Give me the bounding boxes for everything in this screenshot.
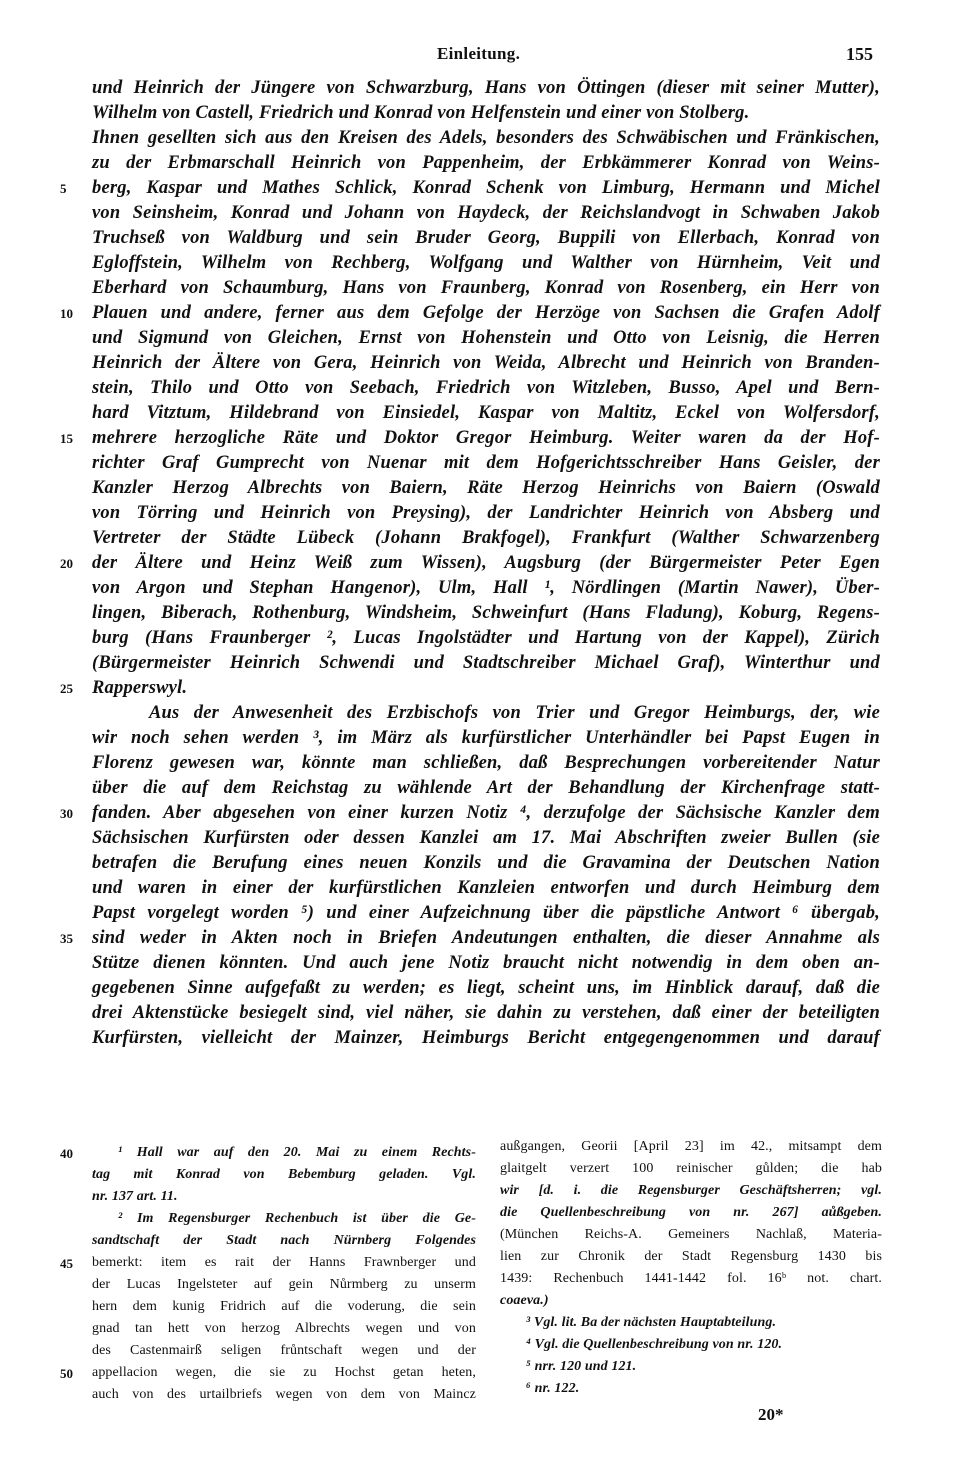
- text-line: Florenz gewesen war, könnte man schließen, daß Besprechungen vorbereitender Natur: [92, 753, 880, 773]
- footnote-line: 1439: Rechenbuch 1441-1442 fol. 16ᵇ not. chart.: [500, 1271, 882, 1286]
- footnote-line: tag mit Konrad von Bebemburg geladen. Vgl.: [92, 1167, 476, 1182]
- text-line: gegebenen Sinne aufgefaßt zu werden; es liegt, scheint uns, im Hinblick darauf, daß die: [92, 978, 880, 998]
- line-number: 45: [60, 1256, 73, 1271]
- footnote-line: lien zur Chronik der Stadt Regensburg 1430 bis: [500, 1249, 882, 1264]
- text-line: Egloffstein, Wilhelm von Rechberg, Wolfgang und Walther von Hürnheim, Veit und: [92, 253, 880, 273]
- text-line: Heinrich der Ältere von Gera, Heinrich von Weida, Albrecht und Heinrich von Branden-: [92, 353, 880, 373]
- footnote-line: appellacion wegen, die sie zu Hochst getan heten,: [92, 1365, 476, 1380]
- text-line: Eberhard von Schaumburg, Hans von Fraunberg, Konrad von Rosenberg, ein Herr von: [92, 278, 880, 298]
- text-line: von Seinsheim, Konrad und Johann von Haydeck, der Reichslandvogt in Schwaben Jakob: [92, 203, 880, 223]
- footnote-line: ¹ Hall war auf den 20. Mai zu einem Rechts-: [118, 1145, 476, 1160]
- text-line: und Heinrich der Jüngere von Schwarzburg, Hans von Öttingen (dieser mit seiner Mutter),: [92, 78, 880, 98]
- text-line: betrafen die Berufung eines neuen Konzils und die Gravamina der Deutschen Nation: [92, 853, 880, 873]
- text-line: wir noch sehen werden ³, im März als kurfürstlicher Unterhändler bei Papst Eugen in: [92, 728, 880, 748]
- text-line: berg, Kaspar und Mathes Schlick, Konrad Schenk von Limburg, Hermann und Michel: [92, 178, 880, 198]
- text-line: von Argon und Stephan Hangenor), Ulm, Hall ¹, Nördlingen (Martin Nawer), Über-: [92, 578, 880, 598]
- text-line: Ihnen gesellten sich aus den Kreisen des Adels, besonders des Schwäbischen und Fränkischen,: [92, 128, 880, 148]
- footnote-line: ² Im Regensburger Rechenbuch ist über die Ge-: [118, 1211, 476, 1226]
- footnote-line: ⁴ Vgl. die Quellenbeschreibung von nr. 120.: [526, 1337, 783, 1352]
- text-line: mehrere herzogliche Räte und Doktor Gregor Heimburg. Weiter waren da der Hof-: [92, 428, 880, 448]
- footnote-line: hern dem kunig Fridrich auf die voderung, die sein: [92, 1299, 476, 1314]
- page-number: 155: [846, 44, 873, 64]
- footnote-line: ⁶ nr. 122.: [526, 1381, 580, 1396]
- footnote-line: des Castenmairß seligen frůntschaft wegen und der: [92, 1343, 476, 1358]
- text-line: Sächsischen Kurfürsten oder dessen Kanzlei am 17. Mai Abschriften zweier Bullen (sie: [92, 828, 880, 848]
- text-line: Plauen und andere, ferner aus dem Gefolge der Herzöge von Sachsen die Grafen Adolf: [92, 303, 880, 323]
- line-number: 15: [60, 431, 73, 446]
- text-line: Wilhelm von Castell, Friedrich und Konrad von Helfenstein und einer von Stolberg.: [92, 103, 750, 123]
- line-number: 50: [60, 1366, 73, 1381]
- footnote-line: gnad tan hett von herzog Albrechts wegen und von: [92, 1321, 476, 1336]
- text-line: fanden. Aber abgesehen von einer kurzen Notiz ⁴, derzufolge der Sächsische Kanzler dem: [92, 803, 880, 823]
- line-number: 40: [60, 1146, 73, 1161]
- text-line: lingen, Biberach, Rothenburg, Windsheim, Schweinfurt (Hans Fladung), Koburg, Regens-: [92, 603, 880, 623]
- text-line: zu der Erbmarschall Heinrich von Pappenheim, der Erbkämmerer Konrad von Weins-: [92, 153, 880, 173]
- text-line: Rapperswyl.: [92, 678, 188, 698]
- footnote-line: ³ Vgl. lit. Ba der nächsten Hauptabteilung.: [526, 1315, 777, 1330]
- footnote-line: sandtschaft der Stadt nach Nürnberg Folgendes: [92, 1233, 476, 1248]
- text-line: (Bürgermeister Heinrich Schwendi und Stadtschreiber Michael Graf), Winterthur und: [92, 653, 880, 673]
- text-line: drei Aktenstücke besiegelt sind, viel näher, sie dahin zu verstehen, daß einer der beteiligten: [92, 1003, 880, 1023]
- line-number: 25: [60, 681, 73, 696]
- text-line: und waren in einer der kurfürstlichen Kanzleien entworfen und durch Heimburg dem: [92, 878, 880, 898]
- line-number: 5: [60, 181, 67, 196]
- footnote-line: coaeva.): [500, 1293, 549, 1308]
- footnote-line: auch von des urtailbriefs wegen von dem von Maincz: [92, 1387, 476, 1402]
- text-line: Truchseß von Waldburg und sein Bruder Georg, Buppili von Ellerbach, Konrad von: [92, 228, 880, 248]
- footnote-line: (München Reichs-A. Gemeiners Nachlaß, Materia-: [500, 1227, 882, 1242]
- running-title: Einleitung.: [437, 44, 521, 63]
- text-line: stein, Thilo und Otto von Seebach, Friedrich von Witzleben, Busso, Apel und Bern-: [92, 378, 880, 398]
- footnote-line: wir [d. i. die Regensburger Geschäftsherren; vgl.: [500, 1183, 882, 1198]
- footnote-line: bemerkt: item es rait der Hanns Frawnberger und: [92, 1255, 476, 1270]
- footnote-line: ⁵ nrr. 120 und 121.: [526, 1359, 637, 1374]
- footnote-line: glaitgelt verzert 100 reinischer gůlden; die hab: [500, 1161, 882, 1176]
- text-line: richter Graf Gumprecht von Nuenar mit dem Hofgerichtsschreiber Hans Geisler, der: [92, 453, 880, 473]
- footnote-line: die Quellenbeschreibung von nr. 267] aůßgeben.: [500, 1205, 882, 1220]
- line-number: 30: [60, 806, 73, 821]
- text-line: hard Vitztum, Hildebrand von Einsiedel, Kaspar von Maltitz, Eckel von Wolfersdorf,: [92, 403, 880, 423]
- text-line: burg (Hans Fraunberger ², Lucas Ingolstädter und Hartung von der Kappel), Zürich: [92, 628, 880, 648]
- text-line: der Ältere und Heinz Weiß zum Wissen), Augsburg (der Bürgermeister Peter Egen: [92, 553, 880, 573]
- footnote-line: nr. 137 art. 11.: [92, 1189, 178, 1204]
- footnote-line: außgangen, Georii [April 23] im 42., mitsampt dem: [500, 1139, 882, 1154]
- text-line: Aus der Anwesenheit des Erzbischofs von Trier und Gregor Heimburgs, der, wie: [149, 703, 880, 723]
- text-line: über die auf dem Reichstag zu wählende Art der Behandlung der Kirchenfrage statt-: [92, 778, 880, 798]
- text-line: und Sigmund von Gleichen, Ernst von Hohenstein und Otto von Leisnig, die Herren: [92, 328, 880, 348]
- line-number: 20: [60, 556, 73, 571]
- text-line: Kanzler Herzog Albrechts von Baiern, Räte Herzog Heinrichs von Baiern (Oswald: [92, 478, 880, 498]
- text-line: von Törring und Heinrich von Preysing), der Landrichter Heinrich von Absberg und: [92, 503, 880, 523]
- text-line: sind weder in Akten noch in Briefen Andeutungen enthalten, die dieser Annahme als: [92, 928, 880, 948]
- text-line: Kurfürsten, vielleicht der Mainzer, Heimburgs Bericht entgegengenommen und darauf: [92, 1028, 880, 1048]
- text-line: Vertreter der Städte Lübeck (Johann Brakfogel), Frankfurt (Walther Schwarzenberg: [92, 528, 880, 548]
- line-number: 35: [60, 931, 73, 946]
- footnote-line: der Lucas Ingelsteter auf gein Nůrmberg zu unserm: [92, 1277, 476, 1292]
- text-line: Stütze dienen könnten. Und auch jene Notiz braucht nicht notwendig in dem oben an-: [92, 953, 880, 973]
- text-line: Papst vorgelegt worden ⁵) und einer Aufzeichnung über die päpstliche Antwort ⁶ übergab,: [92, 903, 880, 923]
- line-number: 10: [60, 306, 73, 321]
- signature-mark: 20*: [758, 1405, 784, 1424]
